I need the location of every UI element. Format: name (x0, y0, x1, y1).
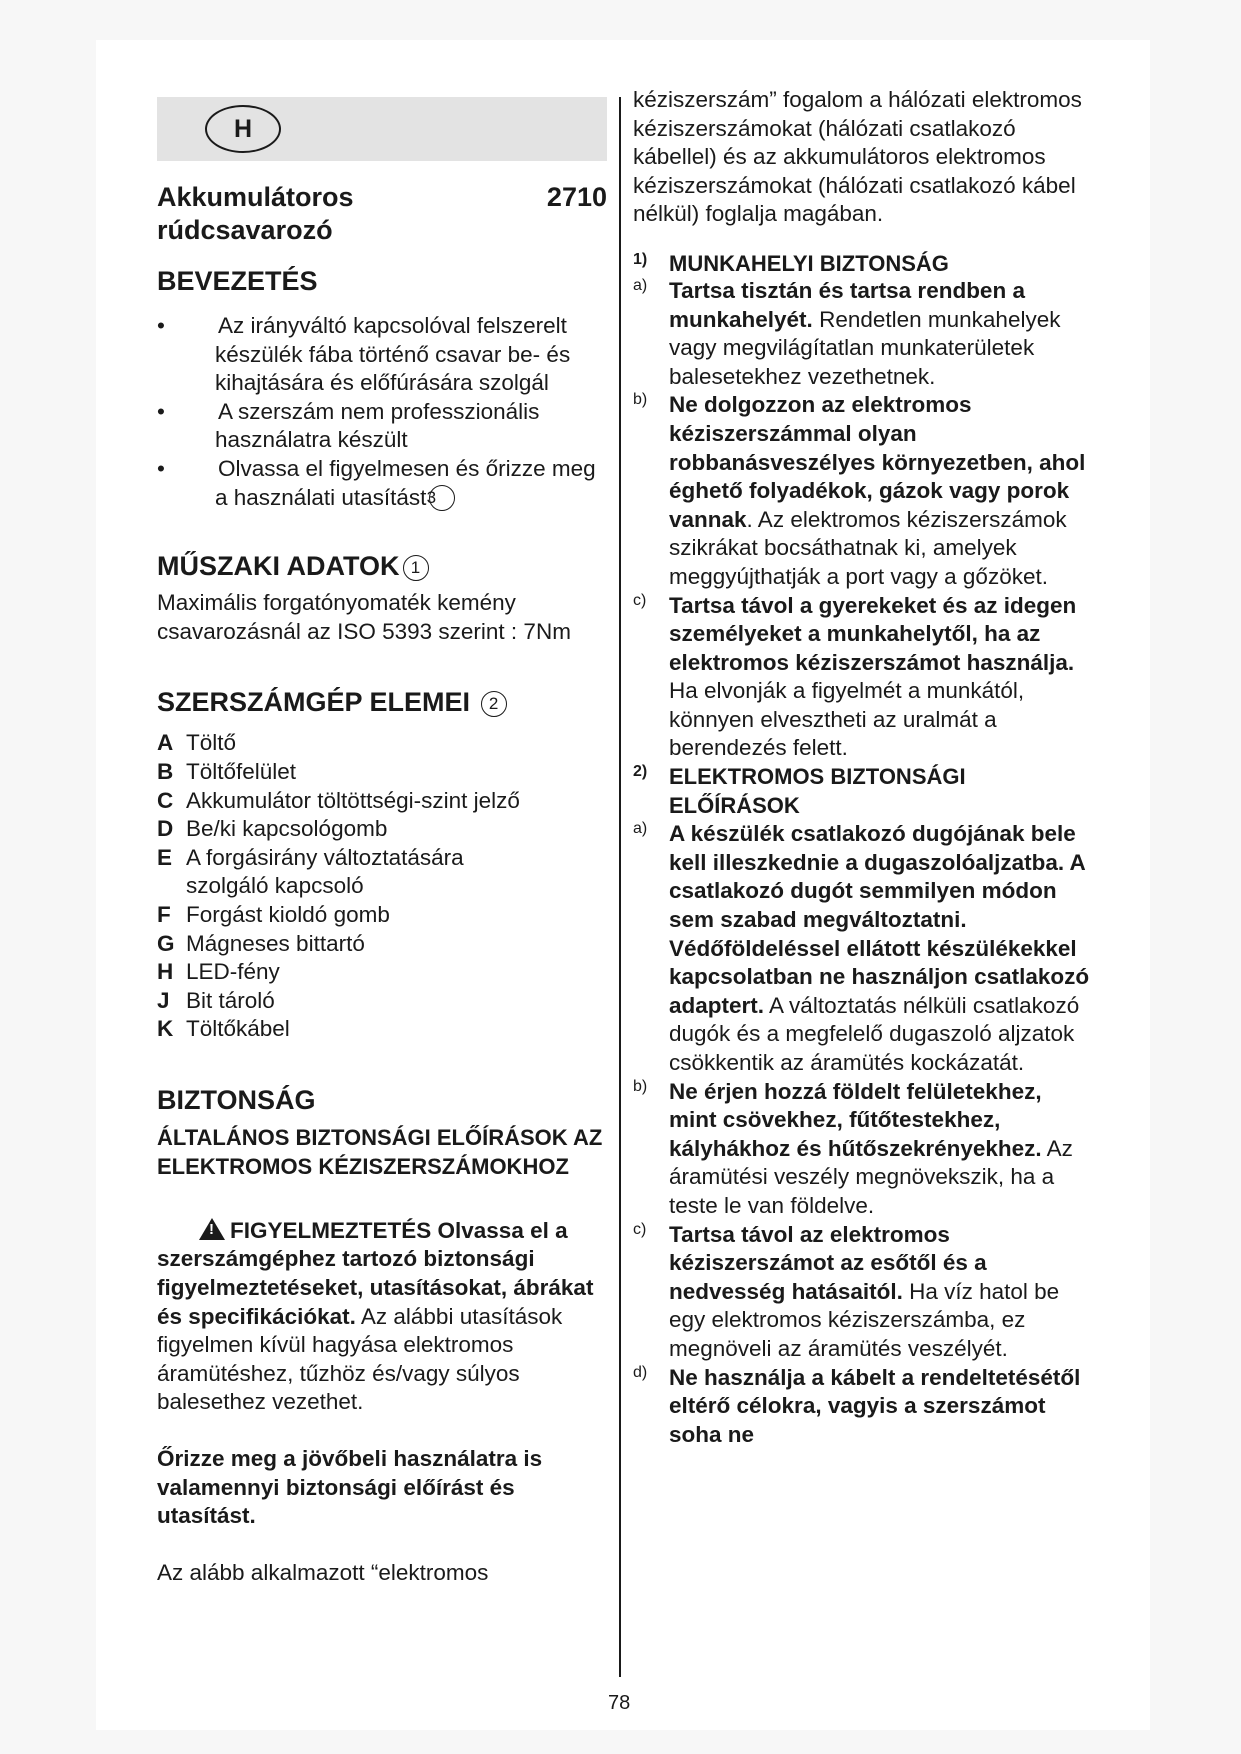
safety-heading: BIZTONSÁG (157, 1084, 316, 1115)
left-column (157, 97, 607, 1587)
specs-heading: MŰSZAKI ADATOK 1 (157, 550, 607, 583)
list-item: b) Ne érjen hozzá földelt felületekhez, mint csövekhez, fűtőtestekhez, kályhákhoz és hűtőszekrényekhez. Az áramütési veszély megnövekszik, ha a teste le van földelve. (633, 1077, 1073, 1218)
list-item: G Mágneses bittartó (157, 930, 365, 956)
list-item: • A szerszám nem professzionális használatra készült (157, 398, 540, 453)
list-item: D Be/ki kapcsológomb (157, 816, 388, 842)
list-item: c) Tartsa távol az elektromos kéziszerszámot az esőtől és a nedvesség hatásaitól. Ha víz hatol be egy elektromos kéziszerszámba, ez megnöveli az áramütés veszélyét. (633, 1220, 1060, 1361)
page-number: 78 (608, 1692, 631, 1714)
parts-list (157, 729, 607, 1044)
term-definition-start: Az alább alkalmazott “elektromos (157, 1559, 489, 1585)
intro-list (157, 312, 607, 512)
parts-heading: SZERSZÁMGÉP ELEMEI 2 (157, 686, 607, 719)
list-item: b) Ne dolgozzon az elektromos kéziszerszámmal olyan robbanásveszélyes környezetben, ahol éghető folyadékok, gázok vagy porok vannak. Az elektromos kéziszerszámok szikrákat bocsáthatnak ki, amelyek meggyújthatják a port vagy a gőzöket. (633, 391, 1086, 589)
list-item: F Forgást kioldó gomb (157, 901, 390, 927)
list-item: a) Tartsa tisztán és tartsa rendben a munkahelyét. Rendetlen munkahelyek vagy megvilágítatlan munkaterületek balesetekhez vezethetnek. (633, 276, 1061, 389)
product-title (157, 181, 607, 247)
section-2-heading: 2) ELEKTROMOS BIZTONSÁGI ELŐÍRÁSOK (633, 763, 966, 818)
column-divider (619, 97, 621, 1677)
list-item: C Akkumulátor töltöttségi-szint jelző (157, 787, 520, 813)
warning-paragraph: !FIGYELMEZTETÉS Olvassa el a szerszámgéphez tartozó biztonsági figyelmeztetéseket, utasításokat, ábrákat és specifikációkat. Az alábbi utasítások figyelmen kívül hagyása elektromos áramütéshez, tűzhöz és/vagy súlyos balesethez vezethet. (157, 1217, 607, 1417)
specs-text: Maximális forgatónyomaték kemény csavarozásnál az ISO 5393 szerint : 7Nm (157, 590, 571, 644)
list-item: • Olvassa el figyelmesen és őrizze meg a használati utasítást3 (157, 455, 596, 510)
keep-instructions: Őrizze meg a jövőbeli használatra is valamennyi biztonsági előírást és utasítást. (157, 1446, 543, 1529)
figure-ref-icon: 2 (481, 691, 507, 717)
list-item: • Az irányváltó kapcsolóval felszerelt készülék fába történő csavar be- és kihajtására és előfúrására szolgál (157, 313, 571, 396)
list-item: A Töltő (157, 730, 237, 756)
product-model: 2710 (546, 182, 607, 212)
list-item: H LED-fény (157, 959, 280, 985)
list-item: a) A készülék csatlakozó dugójának bele kell illeszkednie a dugaszolóaljzatba. A csatlakozó dugót semmilyen módon sem szabad megváltoztatni. Védőföldeléssel ellátott készülékekkel kapcsolatban ne használjon csatlakozó adaptert. A változtatás nélküli csatlakozó dugók és a megfelelő dugaszoló aljzatok csökkentik az áramütés kockázatát. (633, 820, 1090, 1075)
list-item: c) Tartsa távol a gyerekeket és az idegen személyeket a munkahelytől, ha az elektromos kéziszerszámot használja. Ha elvonják a figyelmét a munkától, könnyen elvesztheti az uralmát a berendezés felett. (633, 591, 1077, 761)
right-column (633, 86, 1093, 1449)
language-header (157, 97, 607, 161)
intro-heading: BEVEZETÉS (157, 266, 318, 296)
term-definition-cont: kéziszerszám” fogalom a hálózati elektromos kéziszerszámokat (hálózati csatlakozó kábellel) és az akkumulátoros elektromos kéziszerszámokat (hálózati csatlakozó kábel nélkül) foglalja magában. (633, 87, 1082, 227)
section-1-heading: 1) MUNKAHELYI BIZTONSÁG (633, 250, 949, 276)
list-item: d) Ne használja a kábelt a rendeltetésétől eltérő célokra, vagyis a szerszámot soha ne (633, 1363, 1081, 1447)
list-item: B Töltőfelület (157, 758, 297, 784)
language-badge: H (205, 105, 281, 153)
product-name: Akkumulátoros rúdcsavarozó (157, 182, 354, 245)
list-item: J Bit tároló (157, 987, 275, 1013)
safety-subheading: ÁLTALÁNOS BIZTONSÁGI ELŐÍRÁSOK AZ ELEKTROMOS KÉZISZERSZÁMOKHOZ (157, 1124, 603, 1179)
list-item: K Töltőkábel (157, 1016, 290, 1042)
figure-ref-icon: 3 (429, 485, 455, 511)
warning-icon (199, 1218, 225, 1240)
list-item: E A forgásirány változtatására szolgáló kapcsoló (157, 844, 464, 899)
figure-ref-icon: 1 (403, 555, 429, 581)
